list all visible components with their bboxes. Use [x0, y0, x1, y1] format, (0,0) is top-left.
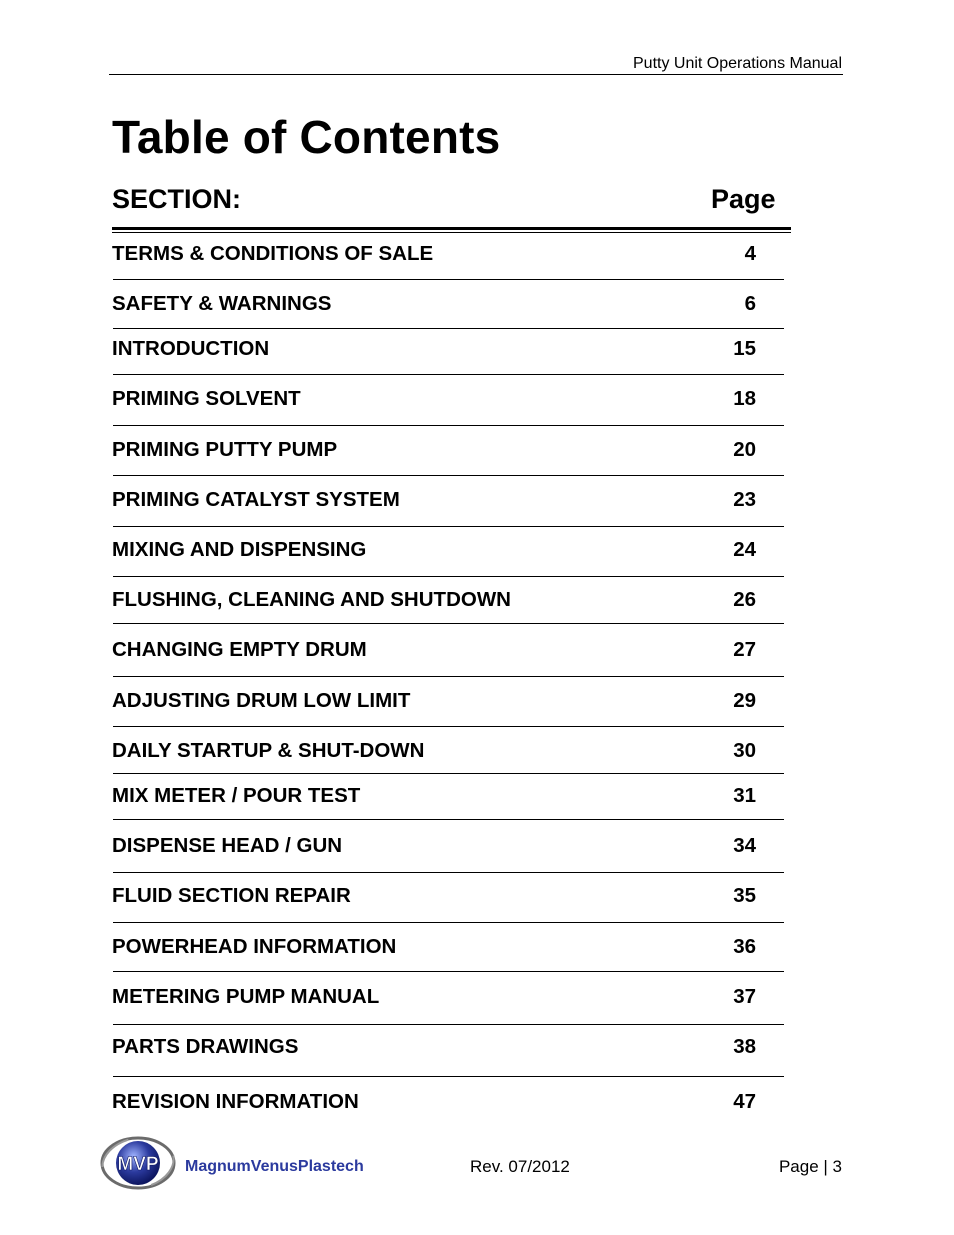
toc-row-divider	[113, 1024, 784, 1025]
toc-entry-page: 20	[733, 438, 756, 461]
toc-entry-page: 4	[744, 242, 756, 265]
revision-date: Rev. 07/2012	[470, 1157, 570, 1176]
toc-entry-label: PRIMING PUTTY PUMP	[112, 438, 338, 461]
section-column-heading: SECTION:	[112, 184, 242, 214]
toc-entry[interactable]	[112, 488, 784, 518]
toc-entry[interactable]	[112, 834, 784, 864]
toc-row-divider	[113, 623, 784, 624]
toc-entry[interactable]	[112, 689, 784, 719]
toc-entry-label: PRIMING SOLVENT	[112, 387, 301, 410]
header-rule	[109, 74, 843, 75]
toc-entry-page: 35	[733, 884, 756, 907]
page-number: Page | 3	[778, 1157, 842, 1176]
toc-entry-page: 6	[744, 292, 756, 315]
toc-entry[interactable]	[112, 588, 784, 618]
toc-entry[interactable]	[112, 985, 784, 1015]
toc-row-divider	[113, 374, 784, 375]
toc-entry-label: SAFETY & WARNINGS	[112, 292, 332, 315]
toc-row-divider	[113, 726, 784, 727]
toc-entry[interactable]	[112, 438, 784, 468]
toc-entry[interactable]	[112, 538, 784, 568]
toc-entry[interactable]	[112, 784, 784, 814]
toc-row-divider	[113, 279, 784, 280]
logo-company-name: MagnumVenusPlastech	[185, 1158, 364, 1175]
toc-entry[interactable]	[112, 1035, 784, 1065]
toc-row-divider	[113, 773, 784, 774]
toc-row-divider	[113, 676, 784, 677]
toc-entry[interactable]	[112, 935, 784, 965]
toc-entry-page: 29	[733, 689, 756, 712]
toc-entry-label: DISPENSE HEAD / GUN	[112, 834, 343, 857]
toc-row-divider	[113, 1076, 784, 1077]
page-column-heading: Page	[711, 184, 776, 214]
toc-entry-label: FLUID SECTION REPAIR	[112, 884, 351, 907]
toc-entry[interactable]	[112, 387, 784, 417]
toc-entry-page: 34	[733, 834, 756, 857]
toc-entry-page: 30	[733, 739, 756, 762]
toc-entry-label: MIXING AND DISPENSING	[112, 538, 367, 561]
toc-entry-label: PRIMING CATALYST SYSTEM	[112, 488, 400, 511]
toc-entry-label: MIX METER / POUR TEST	[112, 784, 361, 807]
toc-entry[interactable]	[112, 638, 784, 668]
toc-entry-page: 47	[733, 1090, 756, 1113]
toc-entry[interactable]	[112, 884, 784, 914]
toc-entry-page: 23	[733, 488, 756, 511]
toc-row-divider	[113, 576, 784, 577]
toc-entry-label: REVISION INFORMATION	[112, 1090, 359, 1113]
toc-entry-label: PARTS DRAWINGS	[112, 1035, 299, 1058]
toc-row-divider	[113, 872, 784, 873]
toc-entry-page: 36	[733, 935, 756, 958]
toc-entry[interactable]	[112, 292, 784, 322]
toc-entry-label: POWERHEAD INFORMATION	[112, 935, 397, 958]
toc-entry-page: 38	[733, 1035, 756, 1058]
running-header: Putty Unit Operations Manual	[633, 55, 842, 72]
toc-entry-page: 18	[733, 387, 756, 410]
company-logo	[100, 1130, 390, 1192]
toc-entry-label: FLUSHING, CLEANING AND SHUTDOWN	[112, 588, 511, 611]
toc-entry-page: 31	[733, 784, 756, 807]
toc-entry[interactable]	[112, 242, 784, 272]
toc-row-divider	[113, 328, 784, 329]
toc-row-divider	[113, 971, 784, 972]
toc-entry-label: CHANGING EMPTY DRUM	[112, 638, 367, 661]
heading-double-rule	[112, 227, 791, 233]
toc-row-divider	[113, 526, 784, 527]
toc-entry-page: 37	[733, 985, 756, 1008]
toc-entry-label: METERING PUMP MANUAL	[112, 985, 380, 1008]
toc-entry-label: DAILY STARTUP & SHUT-DOWN	[112, 739, 425, 762]
toc-row-divider	[113, 922, 784, 923]
toc-row-divider	[113, 819, 784, 820]
toc-entry-label: INTRODUCTION	[112, 337, 270, 360]
toc-entry[interactable]	[112, 739, 784, 769]
toc-row-divider	[113, 475, 784, 476]
toc-entry-page: 24	[733, 538, 756, 561]
toc-entry-page: 15	[733, 337, 756, 360]
toc-entry-label: TERMS & CONDITIONS OF SALE	[112, 242, 434, 265]
toc-entry-page: 26	[733, 588, 756, 611]
toc-entry[interactable]	[112, 337, 784, 367]
page-title: Table of Contents	[112, 111, 501, 163]
toc-entry[interactable]	[112, 1090, 784, 1120]
toc-entry-label: ADJUSTING DRUM LOW LIMIT	[112, 689, 411, 712]
toc-entry-page: 27	[733, 638, 756, 661]
logo-mark-text: MVP	[117, 1154, 159, 1175]
toc-row-divider	[113, 425, 784, 426]
